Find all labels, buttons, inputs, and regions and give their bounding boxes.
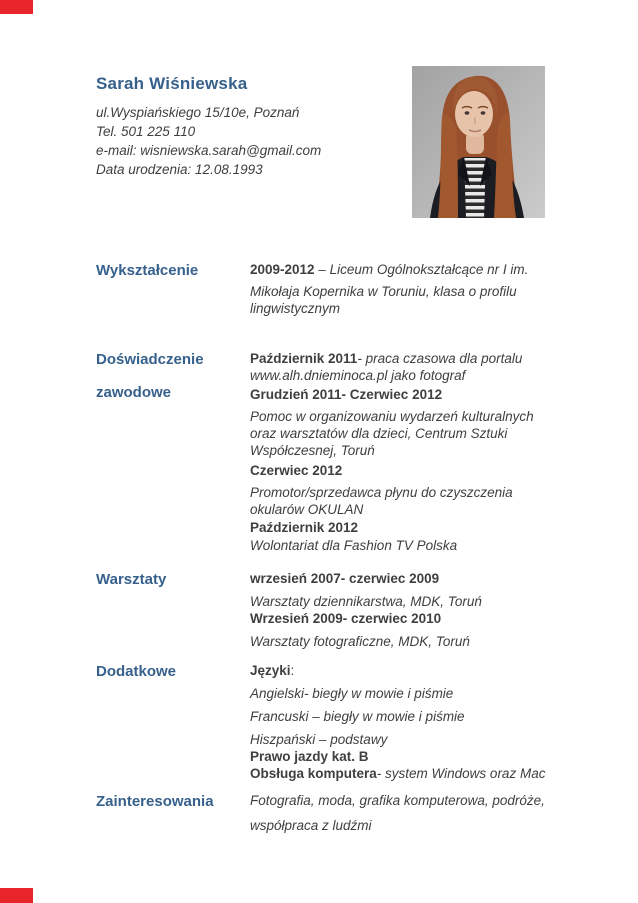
paragraph bbox=[250, 662, 550, 679]
section-doswiadczenie-zawodowe bbox=[96, 350, 566, 554]
paragraph bbox=[250, 685, 550, 702]
red-corner-mark-top bbox=[0, 0, 33, 14]
paragraph bbox=[250, 633, 550, 650]
section-wyksztalcenie bbox=[96, 261, 566, 317]
paragraph bbox=[250, 350, 550, 384]
portrait-photo bbox=[412, 66, 545, 218]
paragraph bbox=[250, 261, 550, 278]
paragraph bbox=[250, 408, 550, 459]
paragraph bbox=[250, 792, 550, 809]
text-run: - system Windows oraz Mac bbox=[376, 766, 546, 781]
text-run: Prawo jazdy kat. B bbox=[250, 749, 369, 764]
text-run: Angielski- biegły w mowie i piśmie bbox=[250, 686, 454, 701]
text-run: Warsztaty fotograficzne, MDK, Toruń bbox=[250, 634, 470, 649]
text-run: Czerwiec 2012 bbox=[250, 463, 343, 478]
section-label-zainteresowania bbox=[96, 792, 250, 825]
section-label-line: Dodatkowe bbox=[96, 663, 177, 680]
section-label-line: zawodowe bbox=[96, 384, 172, 401]
paragraph bbox=[250, 593, 550, 610]
text-run: Fotografia, moda, grafika komputerowa, podróże, bbox=[250, 793, 545, 808]
email-line: e-mail: wisniewska.sarah@gmail.com bbox=[96, 143, 322, 158]
section-label-line: Warsztaty bbox=[96, 571, 167, 588]
section-label-line: Wykształcenie bbox=[96, 262, 199, 279]
text-run: Pomoc w organizowaniu wydarzeń kulturalnych oraz warsztatów dla dzieci, Centrum Sztuki Współczesnej, Toruń bbox=[250, 409, 534, 458]
section-warsztaty bbox=[96, 570, 566, 650]
text-run: współpraca z ludźmi bbox=[250, 818, 372, 833]
section-label-doswiadczenie-zawodowe bbox=[96, 350, 250, 416]
text-run: wrzesień 2007- czerwiec 2009 bbox=[250, 571, 440, 586]
paragraph bbox=[250, 283, 550, 317]
section-content-doswiadczenie-zawodowe bbox=[250, 350, 550, 554]
text-run: Mikołaja Kopernika w Toruniu, klasa o profilu lingwistycznym bbox=[250, 284, 517, 316]
text-run: Francuski – biegły w mowie i piśmie bbox=[250, 709, 465, 724]
text-run: Październik 2012 bbox=[250, 520, 359, 535]
paragraph bbox=[250, 708, 550, 725]
text-run: Promotor/sprzedawca płynu do czyszczenia okularów OKULAN bbox=[250, 485, 513, 517]
red-corner-mark-bottom bbox=[0, 888, 33, 903]
portrait-photo-drawing bbox=[412, 66, 545, 218]
section-content-wyksztalcenie bbox=[250, 261, 550, 317]
section-label-line: Doświadczenie bbox=[96, 351, 204, 368]
section-label-warsztaty bbox=[96, 570, 250, 603]
section-content-zainteresowania bbox=[250, 792, 550, 834]
text-run: - praca czasowa dla portalu www.alh.dnieminoca.pl jako fotograf bbox=[250, 351, 523, 383]
paragraph bbox=[250, 570, 550, 587]
text-run: Wolontariat dla Fashion TV Polska bbox=[250, 538, 458, 553]
phone-line: Tel. 501 225 110 bbox=[96, 124, 196, 139]
section-label-dodatkowe bbox=[96, 662, 250, 695]
contact-block bbox=[96, 103, 416, 179]
text-run: – Liceum Ogólnokształcące nr I im. bbox=[314, 262, 529, 277]
text-run: Języki bbox=[250, 663, 291, 678]
person-name: Sarah Wiśniewska bbox=[96, 74, 248, 93]
section-content-dodatkowe bbox=[250, 662, 550, 782]
paragraph bbox=[250, 765, 550, 782]
section-zainteresowania bbox=[96, 792, 566, 834]
section-dodatkowe bbox=[96, 662, 566, 782]
paragraph bbox=[250, 462, 550, 479]
paragraph bbox=[250, 610, 550, 627]
text-run: Grudzień 2011- Czerwiec 2012 bbox=[250, 387, 443, 402]
text-run: Październik 2011 bbox=[250, 351, 358, 366]
section-label-line: Zainteresowania bbox=[96, 793, 214, 810]
text-run: Wrzesień 2009- czerwiec 2010 bbox=[250, 611, 442, 626]
section-label-wyksztalcenie bbox=[96, 261, 250, 294]
paragraph bbox=[250, 731, 550, 748]
paragraph bbox=[250, 386, 550, 403]
cv-sections bbox=[96, 261, 566, 834]
birthdate-line: Data urodzenia: 12.08.1993 bbox=[96, 162, 263, 177]
text-run: 2009-2012 bbox=[250, 262, 315, 277]
paragraph bbox=[250, 519, 550, 536]
text-run: Warsztaty dziennikarstwa, MDK, Toruń bbox=[250, 594, 482, 609]
paragraph bbox=[250, 537, 550, 554]
text-run: Obsługa komputera bbox=[250, 766, 377, 781]
text-run: Hiszpański – podstawy bbox=[250, 732, 388, 747]
cv-header bbox=[96, 74, 416, 179]
address-line: ul.Wyspiańskiego 15/10e, Poznań bbox=[96, 105, 300, 120]
paragraph bbox=[250, 817, 550, 834]
paragraph bbox=[250, 748, 550, 765]
paragraph bbox=[250, 484, 550, 518]
section-content-warsztaty bbox=[250, 570, 550, 650]
text-run: : bbox=[290, 663, 295, 678]
